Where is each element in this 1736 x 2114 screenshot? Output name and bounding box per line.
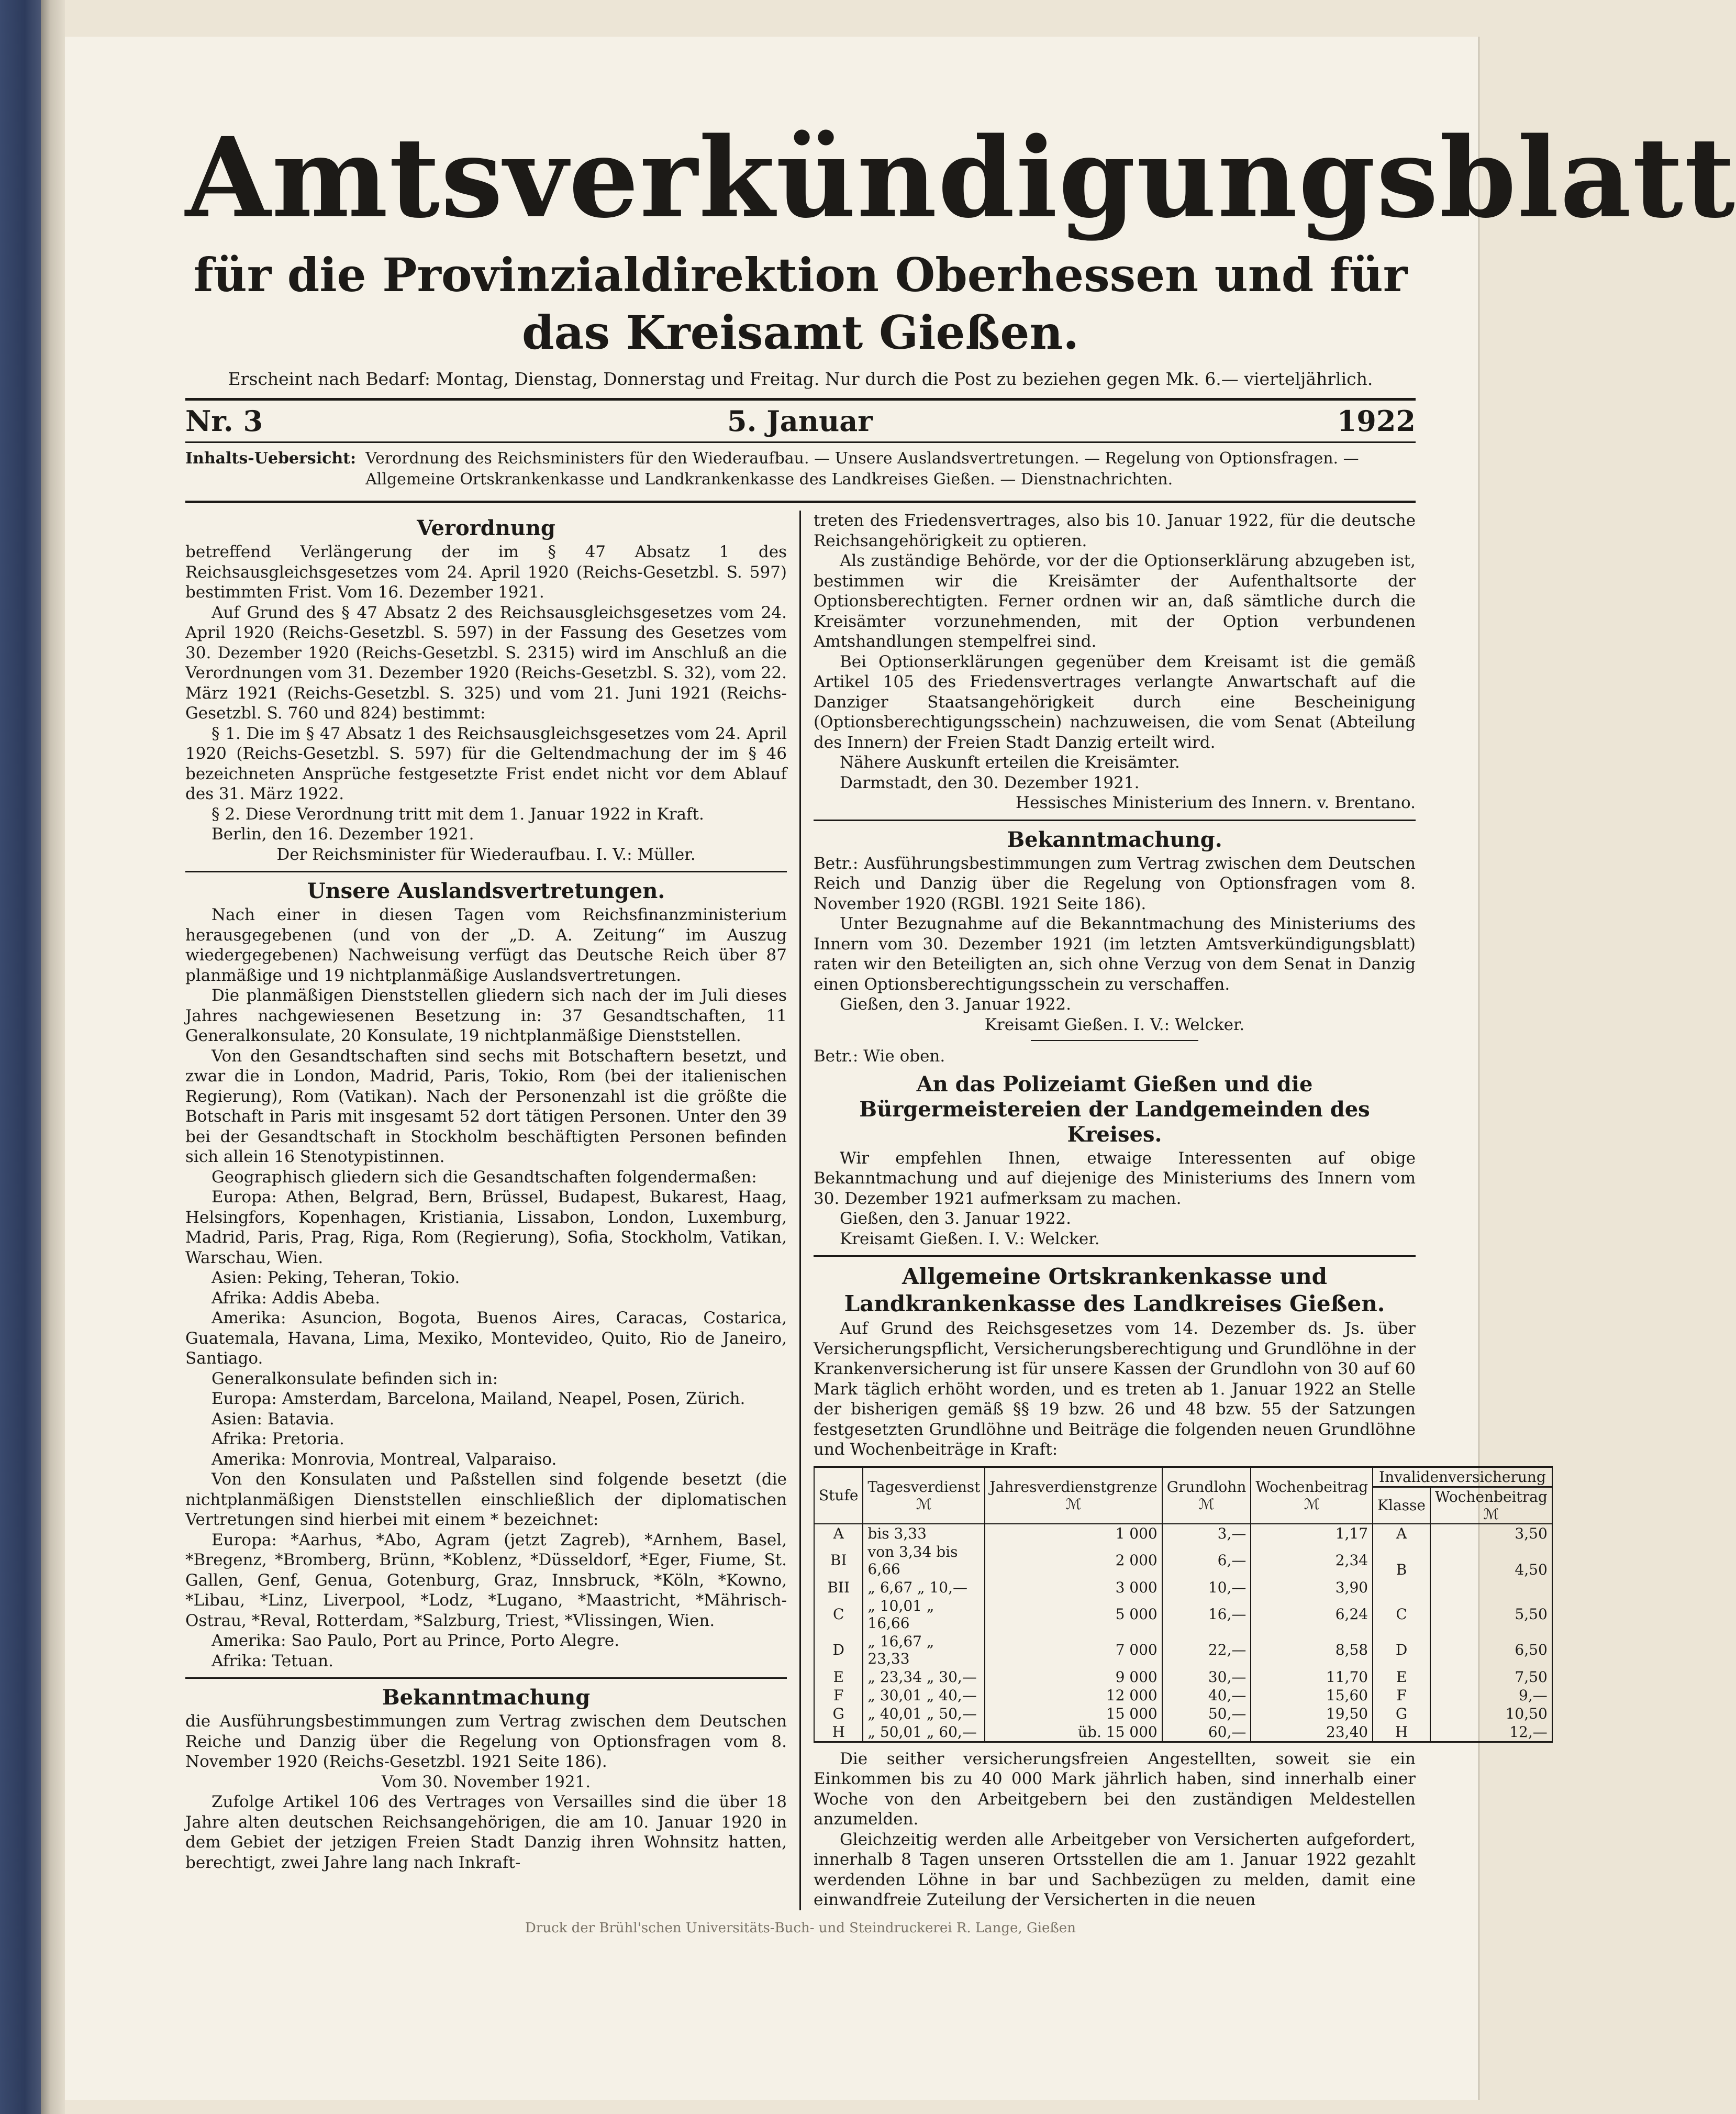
col-header-klasse: Klasse: [1373, 1487, 1430, 1524]
addressee-heading: An das Polizeiamt Gießen und die Bürgermeistereien der Landgemeinden des Kreises.: [859, 1071, 1370, 1147]
cell-wochenbeitrag: 2,34: [1251, 1543, 1373, 1578]
option-paragraph: Als zuständige Behörde, vor der die Optionserklärung abzugeben ist, bestimmen wir die Kreisämter der Aufenthaltsorte der Optionsberechtigten. Ferner ordnen wir an, daß sämtliche durch die Kreisämter vorzunehmenden, mit der Option verbundenen Amtshandlungen stempelfrei sind.: [814, 551, 1416, 651]
auslands-paragraph: Nach einer in diesen Tagen vom Reichsfinanzministerium herausgegebenen (und von der „D. A. Zeitung“ im Auszug wiedergegebenen) Nachweisung verfügt das Deutsche Reich über 87 planmäßige und 19 nichtplanmäßige Auslandsvertretungen.: [185, 905, 787, 985]
masthead-subtitle: für die Provinzialdirektion Oberhessen und für das Kreisamt Gießen.: [193, 248, 1408, 360]
verordnung-heading: Verordnung: [417, 516, 555, 540]
auslands-paragraph: Geographisch gliedern sich die Gesandtschaften folgendermaßen:: [212, 1167, 757, 1187]
generalkonsulate-europa: Europa: Amsterdam, Barcelona, Mailand, Neapel, Posen, Zürich.: [212, 1389, 745, 1408]
section-divider: [185, 871, 787, 872]
bekanntmachung2-heading: Bekanntmachung.: [1007, 827, 1222, 852]
cell-grenze: 9 000: [985, 1668, 1162, 1686]
cell-grenze: 5 000: [985, 1597, 1162, 1632]
table-of-contents: [185, 443, 1416, 495]
betreff-line-2: Betr.: Wie oben.: [814, 1047, 945, 1066]
cell-grenze: 1 000: [985, 1524, 1162, 1543]
col-header-wochenbeitrag-inv: [1430, 1487, 1552, 1524]
auslands-paragraph: Von den Gesandtschaften sind sechs mit Botschaftern besetzt, und zwar die in London, Madrid, Paris, Tokio, Rom (bei der italienischen Regierung), Rom (Vatikan). Nach der Personenzahl ist die größte die Botschaft in Paris mit insgesamt 52 dort tätigen Personen. Unter den 39 bei der Gesandtschaft in Stockholm beschäftigten Personen befinden sich allein 16 Stenotypistinnen.: [185, 1046, 787, 1166]
cell-wochenbeitrag: 23,40: [1251, 1723, 1373, 1742]
generalkonsulate-intro: Generalkonsulate befinden sich in:: [212, 1369, 498, 1388]
cell-grundlohn: 40,—: [1162, 1686, 1251, 1705]
krankenkasse-heading: Allgemeine Ortskrankenkasse und Landkrankenkasse des Landkreises Gießen.: [844, 1264, 1385, 1316]
verordnung-subject: betreffend Verlängerung der im § 47 Absatz 1 des Reichsausgleichsgesetzes vom 24. April 1920 (Reichs-Gesetzbl. S. 597) bestimmten Frist. Vom 16. Dezember 1921.: [185, 543, 787, 602]
col-header-wochenbeitrag: [1251, 1467, 1373, 1524]
gesandtschaften-amerika: Amerika: Asuncion, Bogota, Buenos Aires, Caracas, Costarica, Guatemala, Havana, Lima, Mexiko, Montevideo, Quito, Rio de Janeiro, Santiago.: [185, 1309, 787, 1368]
cell-klasse: F: [1373, 1686, 1430, 1705]
table-row: [814, 1632, 1552, 1668]
publication-schedule: Erscheint nach Bedarf: Montag, Dienstag, Donnerstag und Freitag. Nur durch die Post zu beziehen gegen Mk. 6.— vierteljährlich.: [228, 369, 1373, 389]
cell-stufe: D: [814, 1632, 863, 1668]
cell-wochenbeitrag: 8,58: [1251, 1632, 1373, 1668]
cell-tagesverdienst: von 3,34 bis 6,66: [863, 1543, 985, 1578]
unit-mark: ℳ: [1065, 1495, 1082, 1513]
kreisamt-signature: Kreisamt Gießen. I. V.: Welcker.: [984, 1015, 1245, 1034]
unit-mark: ℳ: [916, 1495, 932, 1513]
col-header-wochenbeitrag-label: Wochenbeitrag: [1255, 1478, 1368, 1496]
cell-wochenbeitrag: 1,17: [1251, 1524, 1373, 1543]
cell-inv-beitrag: 4,50: [1430, 1543, 1552, 1597]
issue-line: [185, 401, 1416, 441]
cell-grundlohn: 50,—: [1162, 1705, 1251, 1723]
addressee-paragraph: Wir empfehlen Ihnen, etwaige Interessenten auf obige Bekanntmachung und auf diejenige des Ministeriums des Innern vom 30. Dezember 1921 aufmerksam zu machen.: [814, 1148, 1416, 1208]
cell-grenze: 3 000: [985, 1578, 1162, 1597]
section-divider: [185, 1677, 787, 1679]
cell-grundlohn: 10,—: [1162, 1578, 1251, 1597]
kreisamt-signature-2: Kreisamt Gießen. I. V.: Welcker.: [840, 1229, 1100, 1248]
gesandtschaften-afrika: Afrika: Addis Abeba.: [212, 1288, 381, 1308]
col-header-tagesverdienst-label: Tagesverdienst: [867, 1478, 981, 1496]
generalkonsulate-afrika: Afrika: Pretoria.: [212, 1430, 344, 1448]
masthead-title: Amtsverkündigungsblatt: [185, 113, 1736, 242]
cell-stufe: G: [814, 1705, 863, 1723]
issue-number: Nr. 3: [185, 404, 263, 438]
verordnung-signature: Der Reichsminister für Wiederaufbau. I. V.: Müller.: [276, 845, 696, 864]
cell-grundlohn: 6,—: [1162, 1543, 1251, 1578]
issue-date: 5. Januar: [727, 404, 873, 438]
cell-inv-beitrag: 5,50: [1430, 1597, 1552, 1632]
cell-stufe: A: [814, 1524, 863, 1543]
cell-tagesverdienst: „ 40,01 „ 50,—: [863, 1705, 985, 1723]
betreff-line: Betr.: Ausführungsbestimmungen zum Vertrag zwischen dem Deutschen Reich und Danzig über die Regelung von Optionsfragen vom 8. November 1920 (RGBl. 1921 Seite 186).: [814, 854, 1416, 913]
cell-grundlohn: 3,—: [1162, 1524, 1251, 1543]
toc-label: Inhalts-Uebersicht:: [185, 449, 357, 468]
col-header-grenze-label: Jahresverdienstgrenze: [989, 1478, 1158, 1496]
cell-tagesverdienst: „ 50,01 „ 60,—: [863, 1723, 985, 1742]
generalkonsulate-asien: Asien: Batavia.: [212, 1409, 335, 1429]
table-row: [814, 1705, 1552, 1723]
page-gutter-shadow: [41, 0, 65, 2114]
krankenkasse-paragraph: Gleichzeitig werden alle Arbeitgeber von Versicherten aufgefordert, innerhalb 8 Tagen unseren Ortsstellen die am 1. Januar 1922 gezahlt werdenden Löhne in bar und Sachbezügen zu melden, damit eine einwandfreie Zuteilung der Versicherten in die neuen: [814, 1830, 1416, 1909]
table-row: [814, 1597, 1552, 1632]
ministerium-signature: Hessisches Ministerium des Innern. v. Brentano.: [1016, 793, 1416, 812]
verordnung-paragraph: § 1. Die im § 47 Absatz 1 des Reichsausgleichsgesetzes vom 24. April 1920 (Reichs-Gesetzbl. S. 597) für die Geltendmachung der im § 46 bezeichneten Ansprüche festgesetzte Frist endet nicht vor dem Ablauf des 31. März 1922.: [185, 724, 787, 803]
two-column-body: [185, 511, 1548, 1910]
cell-klasse: A: [1373, 1524, 1430, 1543]
cell-grenze: 2 000: [985, 1543, 1162, 1578]
cell-grundlohn: 30,—: [1162, 1668, 1251, 1686]
cell-stufe: BI: [814, 1543, 863, 1578]
grundlohn-table: [814, 1466, 1553, 1743]
cell-inv-beitrag: 9,—: [1430, 1686, 1552, 1705]
unit-mark: ℳ: [1304, 1495, 1320, 1513]
cell-grenze: 7 000: [985, 1632, 1162, 1668]
section-divider: [814, 1255, 1416, 1257]
table-row: [814, 1524, 1552, 1543]
col-header-grundlohn: [1162, 1467, 1251, 1524]
cell-klasse: E: [1373, 1668, 1430, 1686]
col-header-invaliden: Invalidenversicherung: [1373, 1467, 1552, 1487]
cell-inv-beitrag: 12,—: [1430, 1723, 1552, 1742]
darmstadt-place-date: Darmstadt, den 30. Dezember 1921.: [840, 773, 1140, 792]
konsulate-afrika: Afrika: Tetuan.: [212, 1651, 333, 1670]
continued-paragraph: treten des Friedensvertrages, also bis 10. Januar 1922, für die deutsche Reichsangehörigkeit zu optieren.: [814, 511, 1416, 550]
cell-inv-beitrag: 3,50: [1430, 1524, 1552, 1543]
krankenkasse-paragraph: Auf Grund des Reichsgesetzes vom 14. Dezember ds. Js. über Versicherungspflicht, Versicherungsberechtigung und Grundlöhne in der Krankenversicherung ist für unsere Kassen der Grundlohn von 30 auf 60 Mark täglich erhöht worden, und es treten ab 1. Januar 1922 an Stelle der bisherigen gemäß §§ 19 bzw. 26 und 48 bzw. 55 der Satzungen festgesetzten Grundlöhne und Beiträge die folgenden neuen Grundlöhne und Wochenbeiträge in Kraft:: [814, 1319, 1416, 1459]
verordnung-paragraph: § 2. Diese Verordnung tritt mit dem 1. Januar 1922 in Kraft.: [212, 804, 704, 824]
option-paragraph: Nähere Auskunft erteilen die Kreisämter.: [840, 753, 1180, 772]
cell-wochenbeitrag: 6,24: [1251, 1597, 1373, 1632]
book-binding: [0, 0, 41, 2114]
giessen-place-date: Gießen, den 3. Januar 1922.: [840, 995, 1071, 1014]
cell-tagesverdienst: „ 6,67 „ 10,—: [863, 1578, 985, 1597]
verordnung-place-date: Berlin, den 16. Dezember 1921.: [212, 825, 474, 844]
cell-inv-beitrag: 7,50: [1430, 1668, 1552, 1686]
section-divider: [814, 820, 1416, 821]
bekanntmachung-heading: Bekanntmachung: [382, 1685, 591, 1710]
cell-wochenbeitrag: 15,60: [1251, 1686, 1373, 1705]
cell-klasse: B: [1373, 1543, 1430, 1597]
cell-wochenbeitrag: 11,70: [1251, 1668, 1373, 1686]
col-header-stufe: Stufe: [814, 1467, 863, 1524]
option-paragraph: Bei Optionserklärungen gegenüber dem Kreisamt ist die gemäß Artikel 105 des Friedensvertrages verlangte Anwartschaft auf die Danziger Staatsangehörigkeit durch eine Bescheinigung (Optionsberechtigungsschein) nachzuweisen, die vom Senat (Abteilung des Innern) der Freien Stadt Danzig erteilt wird.: [814, 652, 1416, 752]
cell-klasse: G: [1373, 1705, 1430, 1723]
konsulate-europa: Europa: *Aarhus, *Abo, Agram (jetzt Zagreb), *Arnhem, Basel, *Bregenz, *Bromberg, Brünn, *Koblenz, *Düsseldorf, *Eger, Fiume, St. Gallen, Genf, Genua, Gotenburg, Graz, Innsbruck, *Köln, *Kowno, *Libau, *Linz, Liverpool, *Lodz, *Lugano, *Maastricht, *Mährisch-Ostrau, *Reval, Rotterdam, *Salzburg, Triest, *Vlissingen, Wien.: [185, 1530, 787, 1630]
cell-inv-beitrag: 6,50: [1430, 1632, 1552, 1668]
col-header-grenze: [985, 1467, 1162, 1524]
right-column: [801, 511, 1548, 1910]
auslands-heading: Unsere Auslandsvertretungen.: [307, 879, 665, 903]
bekanntmachung-paragraph: Zufolge Artikel 106 des Vertrages von Versailles sind die über 18 Jahre alten deutschen Reichsangehörigen, die am 10. Januar 1920 in dem Gebiet der jetzigen Freien Stadt Danzig ihren Wohnsitz hatten, berechtigt, zwei Jahre lang nach Inkraft-: [185, 1792, 787, 1872]
generalkonsulate-amerika: Amerika: Monrovia, Montreal, Valparaiso.: [212, 1449, 557, 1469]
gesandtschaften-europa: Europa: Athen, Belgrad, Bern, Brüssel, Budapest, Bukarest, Haag, Helsingfors, Kopenhagen, Kristiania, Lissabon, London, Luxemburg, Madrid, Paris, Prag, Riga, Rom (Regierung), Sofia, Stockholm, Vatikan, Warschau, Wien.: [185, 1188, 787, 1267]
table-row: [814, 1723, 1552, 1742]
cell-stufe: F: [814, 1686, 863, 1705]
cell-tagesverdienst: „ 30,01 „ 40,—: [863, 1686, 985, 1705]
cell-stufe: H: [814, 1723, 863, 1742]
left-column: [185, 511, 799, 1910]
cell-klasse: D: [1373, 1632, 1430, 1668]
toc-text: Verordnung des Reichsministers für den Wiederaufbau. — Unsere Auslandsvertretungen. — Regelung von Optionsfragen. — Allgemeine Ortskrankenkasse und Landkrankenkasse des Landkreises Gießen. — Dienstnachrichten.: [365, 449, 1359, 489]
cell-tagesverdienst: „ 10,01 „ 16,66: [863, 1597, 985, 1632]
table-row: [814, 1543, 1552, 1578]
krankenkasse-paragraph: Die seither versicherungsfreien Angestellten, soweit sie ein Einkommen bis zu 40 000 Mark jährlich haben, sind innerhalb einer Woche von den Arbeitgebern bei den zuständigen Meldestellen anzumelden.: [814, 1749, 1416, 1829]
cell-wochenbeitrag: 3,90: [1251, 1578, 1373, 1597]
cell-grenze: 12 000: [985, 1686, 1162, 1705]
cell-tagesverdienst: „ 16,67 „ 23,33: [863, 1632, 985, 1668]
verordnung-paragraph: Auf Grund des § 47 Absatz 2 des Reichsausgleichsgesetzes vom 24. April 1920 (Reichs-Gesetzbl. S. 597) in der Fassung des Gesetzes vom 30. Dezember 1920 (Reichs-Gesetzbl. S. 2315) wird im Anschluß an die Verordnungen vom 31. Dezember 1920 (Reichs-Gesetzbl. S. 32), vom 22. März 1921 (Reichs-Gesetzbl. S. 325) und vom 21. Juni 1921 (Reichs-Gesetzbl. S. 760 und 824) bestimmt:: [185, 603, 787, 723]
unit-mark: ℳ: [1198, 1495, 1215, 1513]
cell-inv-beitrag: 10,50: [1430, 1705, 1552, 1723]
page-content: [185, 110, 1736, 1939]
table-row: [814, 1686, 1552, 1705]
col-header-wochenbeitrag-inv-label: Wochenbeitrag: [1435, 1488, 1548, 1506]
cell-grenze: üb. 15 000: [985, 1723, 1162, 1742]
bekanntmachung-subject: die Ausführungsbestimmungen zum Vertrag zwischen dem Deutschen Reiche und Danzig über die Regelung von Optionsfragen vom 8. November 1920 (Reichs-Gesetzbl. 1921 Seite 186).: [185, 1712, 787, 1771]
cell-grundlohn: 22,—: [1162, 1632, 1251, 1668]
table-row: [814, 1668, 1552, 1686]
giessen-place-date-2: Gießen, den 3. Januar 1922.: [840, 1209, 1071, 1228]
col-header-tagesverdienst: [863, 1467, 985, 1524]
cell-stufe: E: [814, 1668, 863, 1686]
toc-rule: [185, 501, 1416, 503]
newspaper-page: [65, 37, 1736, 2100]
auslands-paragraph: Die planmäßigen Dienststellen gliedern sich nach der im Juli dieses Jahres nachgewiesenen Besetzung in: 37 Gesandtschaften, 11 Generalkonsulate, 20 Konsulate, 19 nichtplanmäßige Dienststellen.: [185, 986, 787, 1045]
short-divider: [1031, 1040, 1198, 1041]
konsulate-amerika: Amerika: Sao Paulo, Port au Prince, Porto Alegre.: [212, 1631, 620, 1650]
cell-klasse: H: [1373, 1723, 1430, 1742]
konsulate-intro: Von den Konsulaten und Paßstellen sind folgende besetzt (die nichtplanmäßigen Dienststellen einschließlich der diplomatischen Vertretungen sind hierbei mit einem * bezeichnet:: [185, 1470, 787, 1529]
bekanntmachung-date: Vom 30. November 1921.: [381, 1772, 591, 1791]
cell-grenze: 15 000: [985, 1705, 1162, 1723]
cell-stufe: C: [814, 1597, 863, 1632]
unit-mark: ℳ: [1483, 1505, 1499, 1523]
cell-grundlohn: 16,—: [1162, 1597, 1251, 1632]
cell-tagesverdienst: „ 23,34 „ 30,—: [863, 1668, 985, 1686]
printer-imprint: Druck der Brühl'schen Universitäts-Buch- und Steindruckerei R. Lange, Gießen: [525, 1920, 1076, 1936]
col-header-grundlohn-label: Grundlohn: [1166, 1478, 1247, 1496]
cell-klasse: C: [1373, 1597, 1430, 1632]
cell-tagesverdienst: bis 3,33: [863, 1524, 985, 1543]
cell-grundlohn: 60,—: [1162, 1723, 1251, 1742]
bekanntmachung2-paragraph: Unter Bezugnahme auf die Bekanntmachung des Ministeriums des Innern vom 30. Dezember 1921 (im letzten Amtsverkündigungsblatt) raten wir den Beteiligten an, sich ohne Verzug von dem Senat in Danzig einen Optionsberechtigungsschein zu verschaffen.: [814, 914, 1416, 994]
cell-wochenbeitrag: 19,50: [1251, 1705, 1373, 1723]
gesandtschaften-asien: Asien: Peking, Teheran, Tokio.: [212, 1268, 460, 1287]
cell-stufe: BII: [814, 1578, 863, 1597]
issue-year: 1922: [1337, 404, 1416, 438]
